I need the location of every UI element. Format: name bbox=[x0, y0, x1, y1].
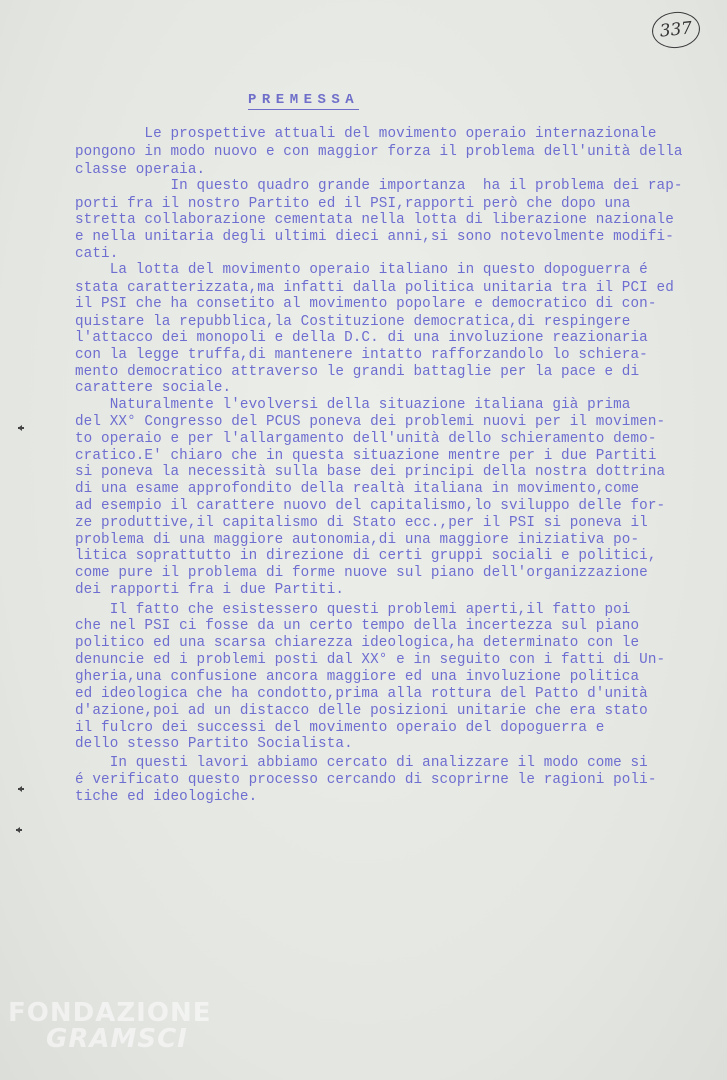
text-line: ad esempio il carattere nuovo del capitalismo,lo sviluppo delle for- bbox=[75, 498, 666, 514]
text-line: ze produttive,il capitalismo di Stato ecc.,per il PSI si poneva il bbox=[75, 515, 648, 531]
text-line: si poneva la necessità sulla base dei principi della nostra dottrina bbox=[75, 464, 666, 480]
text-line: cati. bbox=[75, 246, 119, 262]
text-line: il fulcro dei successi del movimento operaio del dopoguerra e bbox=[75, 720, 605, 736]
page-number-stamp: 337 bbox=[650, 10, 702, 51]
text-line: Le prospettive attuali del movimento operaio internazionale bbox=[75, 126, 657, 142]
text-line: Il fatto che esistessero questi problemi aperti,il fatto poi bbox=[75, 602, 631, 618]
text-line: e nella unitaria degli ultimi dieci anni,si sono notevolmente modifi- bbox=[75, 229, 674, 245]
margin-arrow-icon bbox=[16, 829, 22, 831]
margin-arrow-icon bbox=[18, 788, 24, 790]
text-line: tiche ed ideologiche. bbox=[75, 789, 258, 805]
page-title: PREMESSA bbox=[248, 92, 360, 108]
text-line: del XX° Congresso del PCUS poneva dei problemi nuovi per il movimen- bbox=[75, 414, 666, 430]
text-line: dei rapporti fra i due Partiti. bbox=[75, 582, 345, 598]
text-line: gheria,una confusione ancora maggiore ed una involuzione politica bbox=[75, 669, 640, 685]
text-line: d'azione,poi ad un distacco delle posizioni unitarie che era stato bbox=[75, 703, 648, 719]
text-line: carattere sociale. bbox=[75, 380, 232, 396]
text-line: come pure il problema di forme nuove sul piano dell'organizzazione bbox=[75, 565, 648, 581]
text-line: classe operaia. bbox=[75, 162, 206, 178]
watermark-line: GRAMSCI bbox=[46, 1024, 188, 1054]
text-line: denuncie ed i problemi posti dal XX° e in seguito con i fatti di Un- bbox=[75, 652, 666, 668]
text-line: quistare la repubblica,la Costituzione democratica,di respingere bbox=[75, 314, 631, 330]
text-line: to operaio e per l'allargamento dell'unità dello schieramento demo- bbox=[75, 431, 657, 447]
text-line: il PSI che ha consetito al movimento popolare e democratico di con- bbox=[75, 296, 657, 312]
margin-arrow-icon bbox=[18, 427, 24, 429]
watermark-line: FONDAZIONE bbox=[8, 998, 212, 1028]
text-line: stata caratterizzata,ma infatti dalla politica unitaria tra il PCI ed bbox=[75, 280, 674, 296]
text-line: pongono in modo nuovo e con maggior forza il problema dell'unità della bbox=[75, 144, 683, 160]
watermark-logo bbox=[8, 1000, 211, 1052]
text-line: mento democratico attraverso le grandi battaglie per la pace e di bbox=[75, 364, 640, 380]
text-line: di una esame approfondito della realtà italiana in movimento,come bbox=[75, 481, 640, 497]
text-line: In questi lavori abbiamo cercato di analizzare il modo come si bbox=[75, 755, 648, 771]
text-line: con la legge truffa,di mantenere intatto rafforzandolo lo schiera- bbox=[75, 347, 648, 363]
text-line: che nel PSI ci fosse da un certo tempo della incertezza sul piano bbox=[75, 618, 640, 634]
text-line: l'attacco dei monopoli e della D.C. di una involuzione reazionaria bbox=[75, 330, 648, 346]
text-line: ed ideologica che ha condotto,prima alla rottura del Patto d'unità bbox=[75, 686, 648, 702]
text-line: politico ed una scarsa chiarezza ideologica,ha determinato con le bbox=[75, 635, 640, 651]
text-line: stretta collaborazione cementata nella lotta di liberazione nazionale bbox=[75, 212, 674, 228]
text-line: cratico.E' chiaro che in questa situazione mentre per i due Partiti bbox=[75, 448, 657, 464]
text-line: La lotta del movimento operaio italiano in questo dopoguerra é bbox=[75, 262, 648, 278]
text-line: In questo quadro grande importanza ha il problema dei rap- bbox=[75, 178, 683, 194]
text-line: problema di una maggiore autonomia,di una maggiore iniziativa po- bbox=[75, 532, 640, 548]
text-line: porti fra il nostro Partito ed il PSI,rapporti però che dopo una bbox=[75, 196, 631, 212]
text-line: dello stesso Partito Socialista. bbox=[75, 736, 353, 752]
text-line: Naturalmente l'evolversi della situazione italiana già prima bbox=[75, 397, 631, 413]
text-line: é verificato questo processo cercando di scoprirne le ragioni poli- bbox=[75, 772, 657, 788]
text-line: litica soprattutto in direzione di certi gruppi sociali e politici, bbox=[75, 548, 657, 564]
